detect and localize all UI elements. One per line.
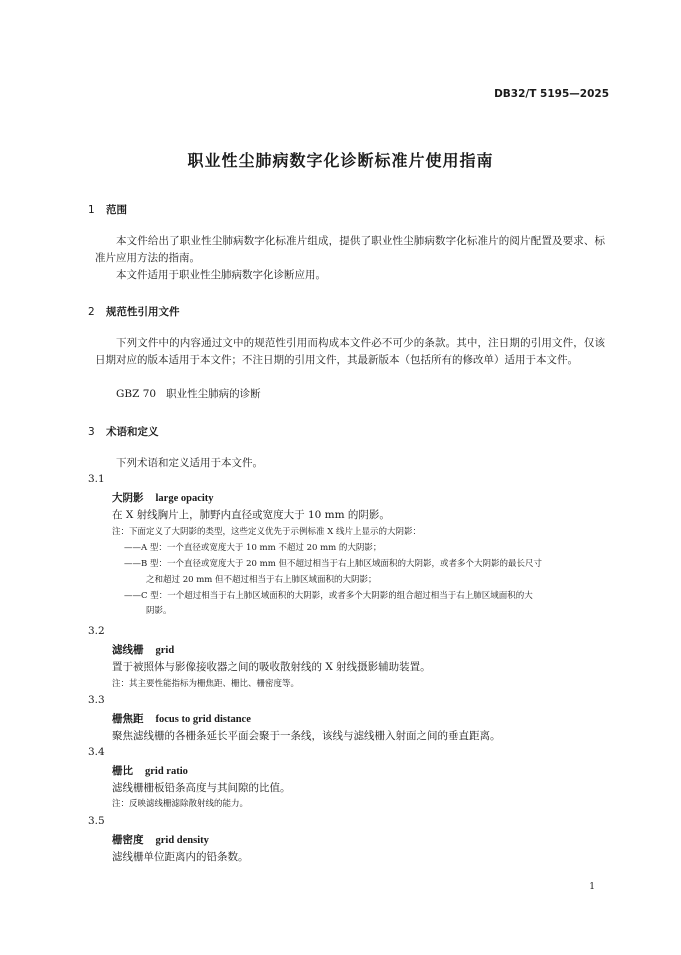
term-definition: 在 X 射线胸片上，肺野内直径或宽度大于 10 mm 的阴影。 <box>112 509 390 521</box>
section-3-intro: 下列术语和定义适用于本文件。 <box>116 457 263 469</box>
term-number: 3.2 <box>88 625 105 637</box>
term-definition: 滤线栅栅板铅条高度与其间隙的比值。 <box>112 782 291 794</box>
section-1-paragraph-2: 本文件适用于职业性尘肺病数字化诊断应用。 <box>116 269 326 281</box>
term-zh: 栅比 <box>112 765 133 777</box>
list-item-type-b: ——B 型：一个直径或宽度大于 20 mm 但不超过相当于右上肺区域面积的大阴影，或者多个大阴影的最长尺寸 <box>124 559 542 569</box>
section-title: 规范性引用文件 <box>106 306 180 318</box>
document-title: 职业性尘肺病数字化诊断标准片使用指南 <box>187 151 494 170</box>
list-item-type-b-cont: 之和超过 20 mm 但不超过相当于右上肺区域面积的大阴影； <box>146 575 377 585</box>
section-title: 范围 <box>106 204 127 216</box>
term-en: grid <box>155 645 175 656</box>
reference-code: GBZ 70 <box>116 388 157 400</box>
term-note: 注：其主要性能指标为栅焦距、栅比、栅密度等。 <box>112 679 300 689</box>
term-en: large opacity <box>155 493 214 504</box>
term-note: 注：下面定义了大阴影的类型，这些定义优先于示例标准 X 线片上显示的大阴影： <box>112 527 421 537</box>
list-item-type-c: ——C 型：一个超过相当于右上肺区域面积的大阴影，或者多个大阴影的组合超过相当于右上肺区域面积的大 <box>124 591 533 601</box>
term-large-opacity <box>112 490 214 505</box>
term-number: 3.4 <box>88 746 105 758</box>
term-note: 注：反映滤线栅滤除散射线的能力。 <box>112 799 249 809</box>
section-2-heading <box>88 304 180 319</box>
term-zh: 栅焦距 <box>112 713 144 725</box>
term-en: grid density <box>155 835 209 846</box>
term-definition: 聚焦滤线栅的各栅条延长平面会聚于一条线，该线与滤线栅入射面之间的垂直距离。 <box>112 730 501 742</box>
term-definition: 置于被照体与影像接收器之间的吸收散射线的 X 射线摄影辅助装置。 <box>112 661 431 673</box>
term-focus-to-grid-distance <box>112 711 251 726</box>
term-zh: 滤线栅 <box>112 644 144 656</box>
section-number: 2 <box>88 306 95 318</box>
term-grid-ratio <box>112 763 188 778</box>
section-3-heading <box>88 424 159 439</box>
term-grid-density <box>112 832 209 847</box>
section-title: 术语和定义 <box>106 426 159 438</box>
document-id: DB32/T 5195—2025 <box>494 88 609 100</box>
term-number: 3.5 <box>88 815 105 827</box>
section-number: 3 <box>88 426 95 438</box>
section-1-paragraph-1: 本文件给出了职业性尘肺病数字化标准片组成，提供了职业性尘肺病数字化标准片的阅片配置及要求、标准片应用方法的指南。 <box>95 235 605 264</box>
section-2-paragraph-1: 下列文件中的内容通过文中的规范性引用而构成本文件必不可少的条款。其中，注日期的引用文件，仅该日期对应的版本适用于本文件；不注日期的引用文件，其最新版本（包括所有的修改单）适用于本文件。 <box>95 337 605 366</box>
section-number: 1 <box>88 204 95 216</box>
normative-reference <box>116 386 626 403</box>
term-grid <box>112 642 174 657</box>
page-number: 1 <box>589 882 595 892</box>
term-number: 3.3 <box>88 694 105 706</box>
term-definition: 滤线栅单位距离内的铅条数。 <box>112 851 249 863</box>
term-en: grid ratio <box>145 766 188 777</box>
term-en: focus to grid distance <box>155 714 251 725</box>
list-item-type-a: ——A 型：一个直径或宽度大于 10 mm 不超过 20 mm 的大阴影； <box>124 543 382 553</box>
term-zh: 大阴影 <box>112 492 144 504</box>
term-number: 3.1 <box>88 473 105 485</box>
reference-title: 职业性尘肺病的诊断 <box>166 388 261 400</box>
term-zh: 栅密度 <box>112 834 144 846</box>
list-item-type-c-cont: 阴影。 <box>146 606 172 616</box>
section-1-heading <box>88 202 127 217</box>
